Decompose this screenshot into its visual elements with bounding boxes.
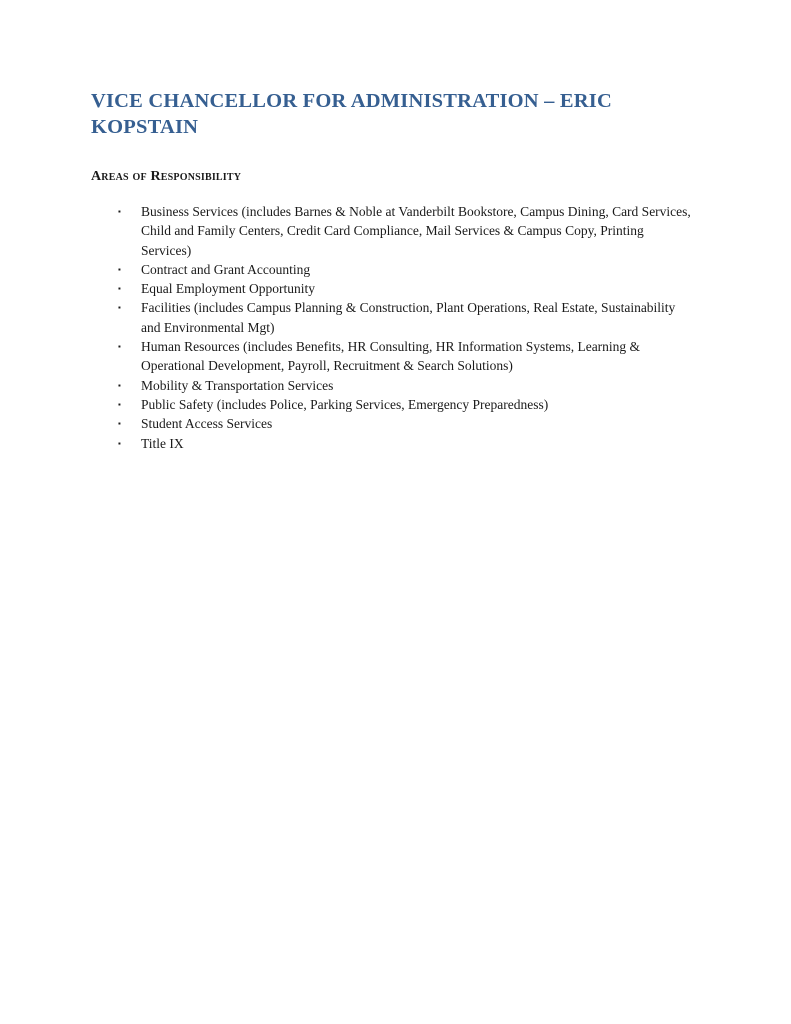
list-item — [91, 260, 697, 279]
square-bullet-icon: ▪ — [118, 342, 121, 352]
square-bullet-icon: ▪ — [118, 284, 121, 294]
list-item — [91, 202, 697, 260]
square-bullet-icon: ▪ — [118, 264, 121, 274]
list-item — [91, 434, 697, 453]
list-item — [91, 337, 697, 376]
list-item — [91, 414, 697, 433]
list-item-text: Title IX — [141, 435, 184, 451]
list-item-text: Business Services (includes Barnes & Noble at Vanderbilt Bookstore, Campus Dining, Card Services, Child and Family Centers, Credit Card Compliance, Mail Services & Campus Copy, Printing Services) — [141, 204, 691, 258]
square-bullet-icon: ▪ — [118, 438, 121, 448]
list-item-text: Student Access Services — [141, 416, 273, 432]
list-item — [91, 298, 697, 337]
square-bullet-icon: ▪ — [118, 419, 121, 429]
list-item-text: Mobility & Transportation Services — [141, 377, 334, 393]
list-item-text: Contract and Grant Accounting — [141, 261, 311, 277]
square-bullet-icon: ▪ — [118, 399, 121, 409]
square-bullet-icon: ▪ — [118, 380, 121, 390]
list-item-text: Human Resources (includes Benefits, HR Consulting, HR Information Systems, Learning & Operational Development, Payroll, Recruitment & Search Solutions) — [141, 339, 641, 374]
list-item-text: Facilities (includes Campus Planning & Construction, Plant Operations, Real Estate, Sustainability and Environmental Mgt) — [141, 300, 676, 335]
responsibility-bullet-list — [91, 202, 697, 453]
list-item — [91, 395, 697, 414]
list-item-text: Public Safety (includes Police, Parking Services, Emergency Preparedness) — [141, 396, 549, 412]
square-bullet-icon: ▪ — [118, 207, 121, 216]
list-item-text: Equal Employment Opportunity — [141, 281, 315, 297]
page-title: VICE CHANCELLOR FOR ADMINISTRATION – ERIC KOPSTAIN — [91, 90, 612, 138]
list-item — [91, 376, 697, 395]
section-heading-areas-of-responsibility: Areas of Responsibility — [91, 169, 242, 184]
list-item — [91, 279, 697, 298]
square-bullet-icon: ▪ — [118, 303, 121, 313]
